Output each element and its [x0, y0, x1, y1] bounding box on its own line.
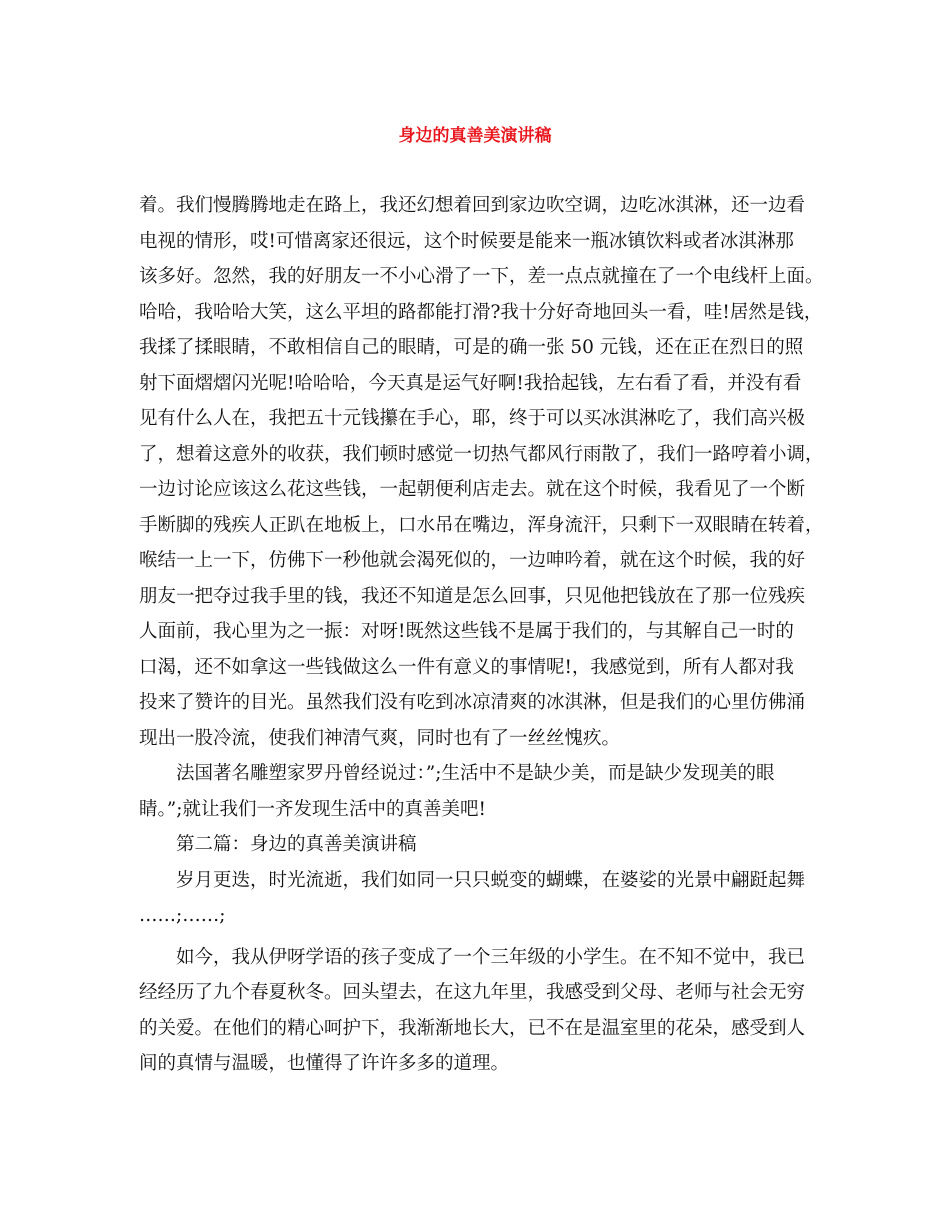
- text-line: 如今，我从伊呀学语的孩子变成了一个三年级的小学生。在不知不觉中，我已: [176, 946, 806, 968]
- text-line: ……;……;: [139, 905, 226, 926]
- text-line: 法国著名雕塑家罗丹曾经说过：”;生活中不是缺少美，而是缺少发现美的眼: [176, 763, 775, 784]
- text-line: 人面前，我心里为之一振：对呀!既然这些钱不是属于我们的，与其解自己一时的: [139, 621, 794, 642]
- text-line: 我揉了揉眼睛，不敢相信自己的眼睛，可是的确一张 50 元钱，还在正在烈日的照: [139, 337, 804, 358]
- text-line: 口渴，还不如拿这一些钱做这么一件有意义的事情呢!，我感觉到，所有人都对我: [139, 656, 794, 678]
- text-line: 电视的情形，哎!可惜离家还很远，这个时候要是能来一瓶冰镇饮料或者冰淇淋那: [139, 230, 794, 252]
- text-line: 射下面熠熠闪光呢!哈哈哈，今天真是运气好啊!我拾起钱，左右看了看，并没有看: [139, 372, 802, 394]
- text-line: 投来了赞许的目光。虽然我们没有吃到冰凉清爽的冰淇淋，但是我们的心里仿佛涌: [139, 692, 806, 713]
- paragraph: [139, 756, 819, 827]
- document-body: [139, 188, 824, 1082]
- text-line: 经经历了九个春夏秋冬。回头望去，在这九年里，我感受到父母、老师与社会无穷: [139, 982, 806, 1003]
- text-line: 现出一股冷流，使我们神清气爽，同时也有了一丝丝愧疚。: [139, 727, 621, 749]
- text-line: 喉结一上一下，仿佛下一秒他就会渴死似的，一边呻吟着，就在这个时候，我的好: [139, 550, 806, 571]
- text-line: 一边讨论应该这么花这些钱，一起朝便利店走去。就在这个时候，我看见了一个断: [139, 479, 806, 500]
- text-line: 的关爱。在他们的精心呵护下，我渐渐地长大，已不在是温室里的花朵，感受到人: [139, 1017, 806, 1039]
- paragraph: [139, 863, 819, 934]
- text-line: 手断脚的残疾人正趴在地板上，口水吊在嘴边，浑身流汗，只剩下一双眼睛在转着，: [139, 514, 824, 536]
- document-title: 身边的真善美演讲稿: [398, 126, 552, 146]
- text-line: 见有什么人在，我把五十元钱攥在手心，耶，终于可以买冰淇淋吃了，我们高兴极: [139, 408, 806, 429]
- text-line: 睛。”;就让我们一齐发现生活中的真善美吧!: [139, 798, 486, 820]
- text-line: 了，想着这意外的收获，我们顿时感觉一切热气都风行雨散了，我们一路哼着小调，: [139, 443, 824, 465]
- text-line: 该多好。忽然，我的好朋友一不小心滑了一下，差一点点就撞在了一个电线杆上面。: [139, 266, 824, 287]
- text-line: 间的真情与温暖，也懂得了许许多多的道理。: [139, 1053, 510, 1074]
- paragraph: [139, 188, 824, 756]
- text-line: 第二篇：身边的真善美演讲稿: [176, 834, 417, 855]
- text-line: 哈哈，我哈哈大笑，这么平坦的路都能打滑?我十分好奇地回头一看，哇!居然是钱，: [139, 301, 823, 323]
- text-line: 朋友一把夺过我手里的钱，我还不知道是怎么回事，只见他把钱放在了那一位残疾: [139, 585, 806, 607]
- text-line: 着。我们慢腾腾地走在路上，我还幻想着回到家边吹空调，边吃冰淇淋，还一边看: [139, 195, 806, 216]
- paragraph: [139, 940, 819, 1082]
- section-heading: [139, 827, 819, 863]
- text-line: 岁月更迭，时光流逝，我们如同一只只蜕变的蝴蝶，在婆娑的光景中翩跹起舞: [176, 869, 806, 891]
